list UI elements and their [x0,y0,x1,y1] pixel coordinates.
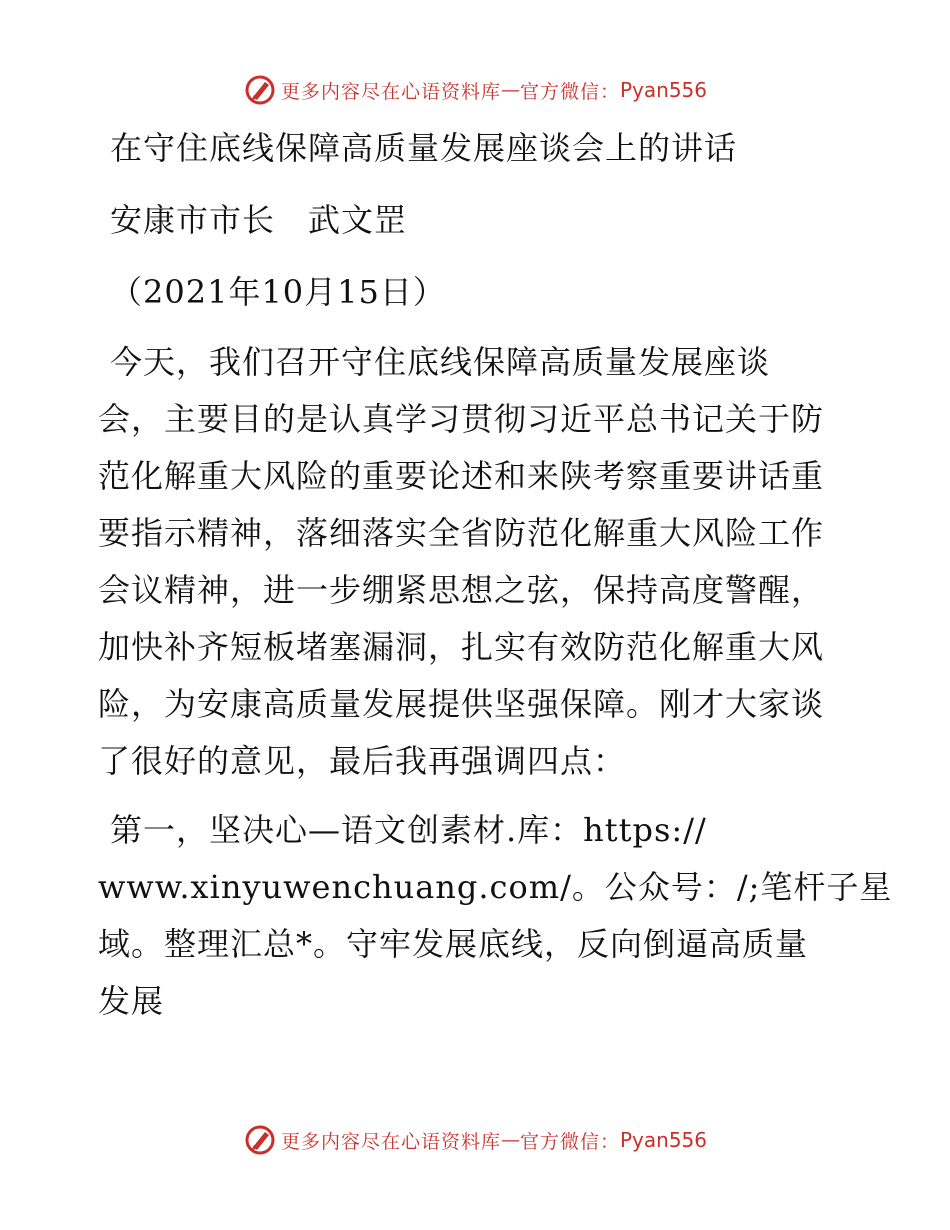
paragraph-line: 会议精神，进一步绷紧思想之弦，保持高度警醒， [98,571,825,609]
paragraph-intro [98,334,858,790]
document-title: 在守住底线保障高质量发展座谈会上的讲话 [110,129,738,167]
paragraph-line: 域。整理汇总*。守牢发展底线，反向倒逼高质量 [98,925,809,963]
document-body [98,118,893,1030]
watermark-brand: Pyan556 [620,78,708,102]
watermark-text: 更多内容尽在心语资料库 [280,1130,501,1153]
paragraph-line: 加快补齐短板堵塞漏洞，扎实有效防范化解重大风 [98,628,825,666]
watermark-text: 更多内容尽在心语资料库 [280,80,501,103]
watermark-separator: — [500,1129,520,1151]
paragraph-line: 险，为安康高质量发展提供坚强保障。刚才大家谈 [98,685,825,723]
watermark-separator: — [500,79,520,101]
document-author: 安康市市长 武文罡 [110,201,408,239]
header-watermark [0,70,950,110]
paragraph-line: 要指示精神，落细落实全省防范化解重大风险工作 [98,514,825,552]
paragraph-line: 范化解重大风险的重要论述和来陕考察重要讲话重 [98,457,825,495]
pen-nib-logo-icon [243,1123,277,1157]
footer-watermark [0,1120,950,1160]
paragraph-line: 第一，坚决心—语文创素材.库：https:// [110,811,707,849]
watermark-label: 官方微信： [519,80,620,103]
paragraph-line: 会，主要目的是认真学习贯彻习近平总书记关于防 [98,400,825,438]
paragraph-line: 了很好的意见，最后我再强调四点： [98,742,627,780]
pen-nib-logo-icon [243,73,277,107]
paragraph-first-point [98,802,893,1030]
paragraph-line: 发展 [98,982,165,1020]
watermark-brand: Pyan556 [620,1128,708,1152]
paragraph-line: 今天，我们召开守住底线保障高质量发展座谈 [110,343,771,381]
watermark-label: 官方微信： [519,1130,620,1153]
document-date: （2021年10月15日） [110,273,446,311]
paragraph-line: www.xinyuwenchuang.com/。公众号：/;笔杆子星 [98,868,893,906]
